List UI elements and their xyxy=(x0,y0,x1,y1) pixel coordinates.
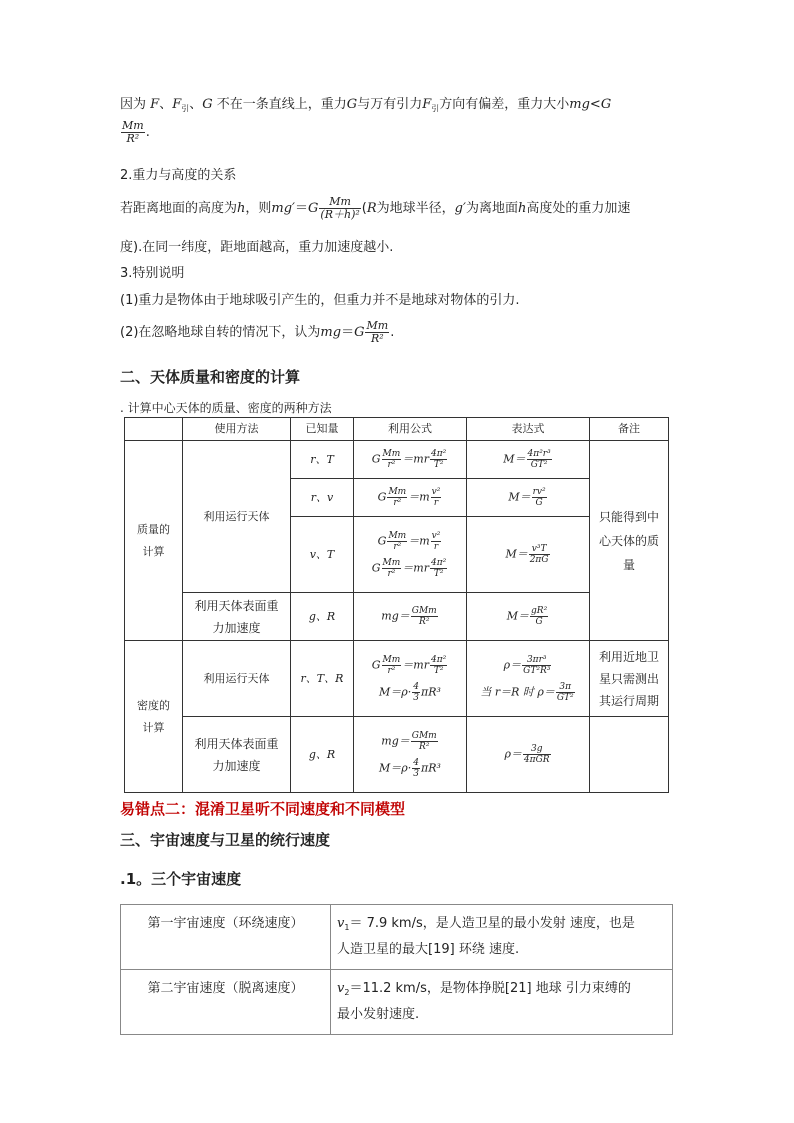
mass-note-cell: 只能得到中 心天体的质 量 xyxy=(590,441,669,641)
section-heading-mass-density: 二、天体质量和密度的计算 xyxy=(120,368,301,386)
first-velocity-desc: $v_1= 7.9$ km/s，是人造卫星的最小发射 速度，也是 人造卫星的最大[19] 环绕 速度. xyxy=(331,905,673,970)
table-row: 密度的 计算 利用运行天体 r、T、R G $\frac{Mm}{\text{r²}}$ ＝mr $\frac{\text{4π²}}{\text{T²}}$ M＝ρ· $\frac{4}{3}$ πR³ ρ＝ $\frac{\text{3πr³}}{\text{GT²R³}}$ 当 r＝R 时 ρ＝ $\frac{3\pi}{\text{GT²}}$ 利用近地卫 星只需测出 其运行周期 xyxy=(125,641,669,717)
subheading-three-cosmic-velocities: .1。三个宇宙速度 xyxy=(120,870,242,888)
density-note-cell: 利用近地卫 星只需测出 其运行周期 xyxy=(590,641,669,717)
error-point-heading: 易错点二：混淆卫星听不同速度和不同模型 xyxy=(120,800,406,818)
heading-gravity-height: 2.重力与高度的关系 xyxy=(120,168,237,183)
mass-label-cell: 质量的 计算 xyxy=(125,441,183,641)
formula-gR: mg＝ $\frac{\text{GMm}}{\text{R²}}$ xyxy=(354,593,467,641)
second-velocity-desc: $v_2=11.2$ km/s，是物体挣脱[21] 地球 引力束缚的 最小发射速度. xyxy=(331,970,673,1035)
formula-gR-density: mg＝ $\frac{\text{GMm}}{\text{R²}}$ M＝ρ· $\frac{4}{3}$ πR³ xyxy=(354,717,467,793)
paragraph-height-relation: 若距离地面的高度为h，则mg′＝G $\frac{Mm}{\text{(R＋h)²}}$ (R为地球半径，g′为离地面h高度处的重力加速 xyxy=(120,195,631,221)
formula-rTR: G $\frac{Mm}{\text{r²}}$ ＝mr $\frac{\text{4π²}}{\text{T²}}$ M＝ρ· $\frac{4}{3}$ πR³ xyxy=(354,641,467,717)
expression-rv: M＝ $\frac{\text{rv²}}{G}$ xyxy=(467,479,590,517)
mass-density-table xyxy=(124,417,669,793)
table-header-row: 使用方法 已知量 利用公式 表达式 备注 xyxy=(125,418,669,441)
method-surface-cell: 利用天体表面重 力加速度 xyxy=(183,593,291,641)
fraction-Mm-R2-note: $\frac{Mm}{\text{R²}}$ xyxy=(366,319,389,345)
expression-rT: M＝ $\frac{\text{4π²r³}}{\text{GT²}}$ xyxy=(467,441,590,479)
table-caption: . 计算中心天体的质量、密度的两种方法 xyxy=(120,401,332,415)
cosmic-velocity-table xyxy=(120,904,673,1035)
note-1: (1)重力是物体由于地球吸引产生的，但重力并不是地球对物体的引力. xyxy=(120,293,520,308)
fraction-Mm-Rh2: $\frac{Mm}{\text{(R＋h)²}}$ xyxy=(320,195,360,221)
note-2: (2)在忽略地球自转的情况下，认为mg＝G $\frac{Mm}{\text{R²}}$ . xyxy=(120,319,395,345)
paragraph-gravity-deviation: 因为 F、$F_引$、G 不在一条直线上，重力G与万有引力$F_引$方向有偏差，重力大小mg<G xyxy=(120,97,612,113)
method-surface-cell-2: 利用天体表面重 力加速度 xyxy=(183,717,291,793)
formula-vT: G $\frac{Mm}{\text{r²}}$ ＝m $\frac{\text{v²}}{r}$ G $\frac{Mm}{\text{r²}}$ ＝mr $\frac{\text{4π²}}{\text{T²}}$ xyxy=(354,517,467,593)
table-row: 第二宇宙速度（脱离速度） $v_2=11.2$ km/s，是物体挣脱[21] 地球 引力束缚的 最小发射速度. xyxy=(121,970,673,1035)
formula-rv: G $\frac{Mm}{\text{r²}}$ ＝m $\frac{\text{v²}}{r}$ xyxy=(354,479,467,517)
density-label-cell: 密度的 计算 xyxy=(125,641,183,793)
section-heading-cosmic-velocity: 三、宇宙速度与卫星的统行速度 xyxy=(120,831,331,849)
paragraph-height-relation-line2: 度).在同一纬度，距地面越高，重力加速度越小. xyxy=(120,240,394,255)
expression-vT: M＝ $\frac{\text{v³T}}{2\pi G}$ xyxy=(467,517,590,593)
table-row: 利用天体表面重 力加速度 g、R mg＝ $\frac{\text{GMm}}{\text{R²}}$ M＝ρ· $\frac{4}{3}$ πR³ ρ＝ $\frac{3g}{\text{4πGR}}$ xyxy=(125,717,669,793)
heading-special-note: 3.特别说明 xyxy=(120,266,185,281)
paragraph-gravity-fraction: $\frac{Mm}{\text{R²}}$ . xyxy=(122,119,150,145)
table-row: 质量的 计算 利用运行天体 r、T G $\frac{Mm}{\text{r²}}$ ＝mr $\frac{\text{4π²}}{\text{T²}}$ M＝ $\frac{\text{4π²r³}}{\text{GT²}}$ 只能得到中 心天体的质 量 xyxy=(125,441,669,479)
table-row: r、v G $\frac{Mm}{\text{r²}}$ ＝m $\frac{\text{v²}}{r}$ M＝ $\frac{\text{rv²}}{G}$ xyxy=(125,479,669,517)
table-row: 第一宇宙速度（环绕速度） $v_1= 7.9$ km/s，是人造卫星的最小发射 速度，也是 人造卫星的最大[19] 环绕 速度. xyxy=(121,905,673,970)
formula-rT: G $\frac{Mm}{\text{r²}}$ ＝mr $\frac{\text{4π²}}{\text{T²}}$ xyxy=(354,441,467,479)
expression-gR: M＝ $\frac{\text{gR²}}{G}$ xyxy=(467,593,590,641)
expression-rTR: ρ＝ $\frac{\text{3πr³}}{\text{GT²R³}}$ 当 r＝R 时 ρ＝ $\frac{3\pi}{\text{GT²}}$ xyxy=(467,641,590,717)
fraction-Mm-R2: $\frac{Mm}{\text{R²}}$ xyxy=(122,119,144,145)
table-row: 利用天体表面重 力加速度 g、R mg＝ $\frac{\text{GMm}}{\text{R²}}$ M＝ $\frac{\text{gR²}}{G}$ xyxy=(125,593,669,641)
expression-gR-density: ρ＝ $\frac{3g}{\text{4πGR}}$ xyxy=(467,717,590,793)
table-row: v、T G $\frac{Mm}{\text{r²}}$ ＝m $\frac{\text{v²}}{r}$ G $\frac{Mm}{\text{r²}}$ ＝mr $\frac{\text{4π²}}{\text{T²}}$ M＝ $\frac{\text{v³T}}{2\pi G}$ xyxy=(125,517,669,593)
